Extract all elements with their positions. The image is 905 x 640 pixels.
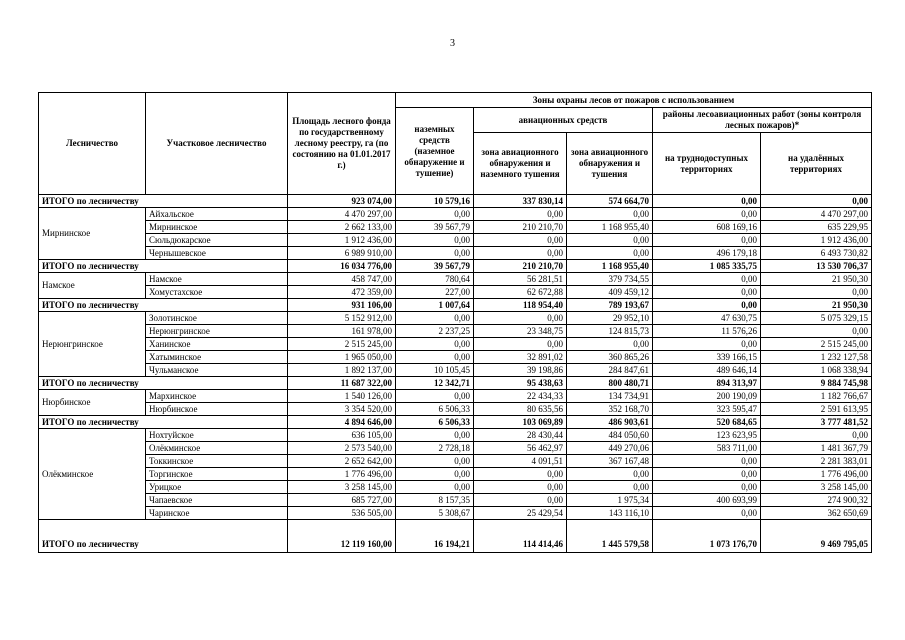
value-cell: 489 646,14 bbox=[653, 364, 761, 377]
value-cell: 0,00 bbox=[396, 390, 474, 403]
value-cell: 496 179,18 bbox=[653, 247, 761, 260]
total-value: 0,00 bbox=[653, 299, 761, 312]
value-cell: 1 892 137,00 bbox=[288, 364, 396, 377]
value-cell: 0,00 bbox=[653, 468, 761, 481]
value-cell: 0,00 bbox=[567, 481, 653, 494]
table-row bbox=[39, 481, 872, 494]
district-name: Золотинское bbox=[146, 312, 288, 325]
value-cell: 0,00 bbox=[567, 338, 653, 351]
table-row bbox=[39, 364, 872, 377]
value-cell: 2 591 613,95 bbox=[761, 403, 872, 416]
total-value: 13 530 706,37 bbox=[761, 260, 872, 273]
table-row bbox=[39, 455, 872, 468]
total-row bbox=[39, 195, 872, 208]
total-value: 800 480,71 bbox=[567, 377, 653, 390]
total-row bbox=[39, 377, 872, 390]
district-name: Намское bbox=[146, 273, 288, 286]
total-row bbox=[39, 416, 872, 429]
value-cell: 0,00 bbox=[474, 494, 567, 507]
value-cell: 0,00 bbox=[396, 234, 474, 247]
value-cell: 25 429,54 bbox=[474, 507, 567, 520]
total-value: 520 684,65 bbox=[653, 416, 761, 429]
value-cell: 62 672,88 bbox=[474, 286, 567, 299]
value-cell: 80 635,56 bbox=[474, 403, 567, 416]
value-cell: 367 167,48 bbox=[567, 455, 653, 468]
value-cell: 2 281 383,01 bbox=[761, 455, 872, 468]
district-name: Мархинское bbox=[146, 390, 288, 403]
value-cell: 2 237,25 bbox=[396, 325, 474, 338]
header-row-1 bbox=[39, 93, 872, 108]
total-value: 1 007,64 bbox=[396, 299, 474, 312]
total-value: 1 168 955,40 bbox=[567, 260, 653, 273]
total-row bbox=[39, 299, 872, 312]
total-value: 1 445 579,58 bbox=[567, 520, 653, 553]
total-value: 574 664,70 bbox=[567, 195, 653, 208]
total-value: 9 469 795,05 bbox=[761, 520, 872, 553]
value-cell: 484 050,60 bbox=[567, 429, 653, 442]
district-name: Олёкминское bbox=[146, 442, 288, 455]
district-name: Чаринское bbox=[146, 507, 288, 520]
value-cell: 4 470 297,00 bbox=[761, 208, 872, 221]
total-label: ИТОГО по лесничеству bbox=[39, 299, 288, 312]
total-value: 923 074,00 bbox=[288, 195, 396, 208]
value-cell: 3 354 520,00 bbox=[288, 403, 396, 416]
district-name: Ханинское bbox=[146, 338, 288, 351]
value-cell: 608 169,16 bbox=[653, 221, 761, 234]
value-cell: 1 540 126,00 bbox=[288, 390, 396, 403]
value-cell: 0,00 bbox=[567, 247, 653, 260]
value-cell: 0,00 bbox=[396, 468, 474, 481]
value-cell: 0,00 bbox=[396, 429, 474, 442]
value-cell: 4 470 297,00 bbox=[288, 208, 396, 221]
table-row bbox=[39, 403, 872, 416]
value-cell: 0,00 bbox=[567, 234, 653, 247]
value-cell: 1 068 338,94 bbox=[761, 364, 872, 377]
table-row bbox=[39, 338, 872, 351]
header-ground: наземных средств (наземное обнаружение и тушение) bbox=[396, 108, 474, 195]
district-name: Сюльдюкарское bbox=[146, 234, 288, 247]
value-cell: 1 232 127,58 bbox=[761, 351, 872, 364]
total-value: 1 073 176,70 bbox=[653, 520, 761, 553]
value-cell: 1 776 496,00 bbox=[288, 468, 396, 481]
value-cell: 5 308,67 bbox=[396, 507, 474, 520]
total-label: ИТОГО по лесничеству bbox=[39, 377, 288, 390]
value-cell: 0,00 bbox=[567, 468, 653, 481]
total-value: 95 438,63 bbox=[474, 377, 567, 390]
value-cell: 0,00 bbox=[396, 351, 474, 364]
value-cell: 47 630,75 bbox=[653, 312, 761, 325]
header-zones: Зоны охраны лесов от пожаров с использованием bbox=[396, 93, 872, 108]
header-area: Площадь лесного фонда по государственному лесному реестру, га (по состоянию на 01.01.2017 г.) bbox=[288, 93, 396, 195]
value-cell: 0,00 bbox=[653, 286, 761, 299]
total-value: 4 894 646,00 bbox=[288, 416, 396, 429]
header-aviation: авиационных средств bbox=[474, 108, 653, 133]
value-cell: 635 229,95 bbox=[761, 221, 872, 234]
total-value: 103 069,89 bbox=[474, 416, 567, 429]
value-cell: 1 912 436,00 bbox=[761, 234, 872, 247]
district-name: Нохтуйское bbox=[146, 429, 288, 442]
value-cell: 124 815,73 bbox=[567, 325, 653, 338]
value-cell: 227,00 bbox=[396, 286, 474, 299]
value-cell: 2 515 245,00 bbox=[288, 338, 396, 351]
value-cell: 0,00 bbox=[396, 312, 474, 325]
table-body bbox=[39, 195, 872, 553]
forest-name: Нерюнгринское bbox=[39, 312, 146, 377]
value-cell: 210 210,70 bbox=[474, 221, 567, 234]
value-cell: 685 727,00 bbox=[288, 494, 396, 507]
district-name: Нюрбинское bbox=[146, 403, 288, 416]
table-row bbox=[39, 468, 872, 481]
value-cell: 21 950,30 bbox=[761, 273, 872, 286]
table-row bbox=[39, 494, 872, 507]
value-cell: 29 952,10 bbox=[567, 312, 653, 325]
value-cell: 10 105,45 bbox=[396, 364, 474, 377]
value-cell: 6 989 910,00 bbox=[288, 247, 396, 260]
total-value: 337 830,14 bbox=[474, 195, 567, 208]
value-cell: 1 481 367,79 bbox=[761, 442, 872, 455]
value-cell: 2 573 540,00 bbox=[288, 442, 396, 455]
value-cell: 4 091,51 bbox=[474, 455, 567, 468]
header-control: районы лесоавиационных работ (зоны контроля лесных пожаров)* bbox=[653, 108, 872, 133]
value-cell: 379 734,55 bbox=[567, 273, 653, 286]
total-row bbox=[39, 520, 872, 553]
value-cell: 0,00 bbox=[653, 234, 761, 247]
total-value: 3 777 481,52 bbox=[761, 416, 872, 429]
total-value: 39 567,79 bbox=[396, 260, 474, 273]
total-value: 12 342,71 bbox=[396, 377, 474, 390]
value-cell: 0,00 bbox=[474, 468, 567, 481]
value-cell: 0,00 bbox=[396, 247, 474, 260]
total-value: 6 506,33 bbox=[396, 416, 474, 429]
table-row bbox=[39, 273, 872, 286]
total-label: ИТОГО по лесничеству bbox=[39, 416, 288, 429]
value-cell: 39 567,79 bbox=[396, 221, 474, 234]
value-cell: 200 190,09 bbox=[653, 390, 761, 403]
total-label: ИТОГО по лесничеству bbox=[39, 195, 288, 208]
table-row bbox=[39, 507, 872, 520]
value-cell: 352 168,70 bbox=[567, 403, 653, 416]
value-cell: 6 493 730,82 bbox=[761, 247, 872, 260]
value-cell: 0,00 bbox=[474, 234, 567, 247]
value-cell: 449 270,06 bbox=[567, 442, 653, 455]
district-name: Чульманское bbox=[146, 364, 288, 377]
value-cell: 1 912 436,00 bbox=[288, 234, 396, 247]
district-name: Чапаевское bbox=[146, 494, 288, 507]
value-cell: 323 595,47 bbox=[653, 403, 761, 416]
value-cell: 143 116,10 bbox=[567, 507, 653, 520]
value-cell: 23 348,75 bbox=[474, 325, 567, 338]
total-value: 486 903,61 bbox=[567, 416, 653, 429]
total-value: 9 884 745,98 bbox=[761, 377, 872, 390]
value-cell: 5 152 912,00 bbox=[288, 312, 396, 325]
page-number: 3 bbox=[450, 38, 455, 49]
value-cell: 123 623,95 bbox=[653, 429, 761, 442]
table-row bbox=[39, 221, 872, 234]
value-cell: 0,00 bbox=[396, 455, 474, 468]
value-cell: 1 776 496,00 bbox=[761, 468, 872, 481]
table-row bbox=[39, 312, 872, 325]
value-cell: 11 576,26 bbox=[653, 325, 761, 338]
district-name: Чернышевское bbox=[146, 247, 288, 260]
total-value: 210 210,70 bbox=[474, 260, 567, 273]
value-cell: 5 075 329,15 bbox=[761, 312, 872, 325]
value-cell: 1 182 766,67 bbox=[761, 390, 872, 403]
table-row bbox=[39, 325, 872, 338]
value-cell: 1 965 050,00 bbox=[288, 351, 396, 364]
table-row bbox=[39, 208, 872, 221]
value-cell: 161 978,00 bbox=[288, 325, 396, 338]
value-cell: 339 166,15 bbox=[653, 351, 761, 364]
value-cell: 32 891,02 bbox=[474, 351, 567, 364]
forest-protection-table bbox=[38, 92, 872, 553]
value-cell: 0,00 bbox=[653, 455, 761, 468]
value-cell: 274 900,32 bbox=[761, 494, 872, 507]
value-cell: 0,00 bbox=[474, 312, 567, 325]
value-cell: 0,00 bbox=[653, 507, 761, 520]
value-cell: 636 105,00 bbox=[288, 429, 396, 442]
forest-name: Мирнинское bbox=[39, 208, 146, 260]
header-aviation-zone: зона авиационного обнаружения и тушения bbox=[567, 133, 653, 195]
header-hard-access: на труднодоступных территориях bbox=[653, 133, 761, 195]
value-cell: 0,00 bbox=[396, 208, 474, 221]
value-cell: 472 359,00 bbox=[288, 286, 396, 299]
header-remote: на удалённых территориях bbox=[761, 133, 872, 195]
total-value: 118 954,40 bbox=[474, 299, 567, 312]
total-value: 16 034 776,00 bbox=[288, 260, 396, 273]
total-row bbox=[39, 260, 872, 273]
value-cell: 362 650,69 bbox=[761, 507, 872, 520]
total-value: 11 687 322,00 bbox=[288, 377, 396, 390]
forest-name: Олёкминское bbox=[39, 429, 146, 520]
total-value: 114 414,46 bbox=[474, 520, 567, 553]
table-row bbox=[39, 234, 872, 247]
value-cell: 0,00 bbox=[396, 481, 474, 494]
value-cell: 0,00 bbox=[653, 481, 761, 494]
value-cell: 0,00 bbox=[653, 273, 761, 286]
value-cell: 1 168 955,40 bbox=[567, 221, 653, 234]
value-cell: 1 975,34 bbox=[567, 494, 653, 507]
total-value: 894 313,97 bbox=[653, 377, 761, 390]
total-label: ИТОГО по лесничеству bbox=[39, 520, 288, 553]
value-cell: 6 506,33 bbox=[396, 403, 474, 416]
value-cell: 0,00 bbox=[761, 429, 872, 442]
total-value: 931 106,00 bbox=[288, 299, 396, 312]
value-cell: 0,00 bbox=[653, 338, 761, 351]
value-cell: 458 747,00 bbox=[288, 273, 396, 286]
district-name: Нерюнгринское bbox=[146, 325, 288, 338]
value-cell: 2 728,18 bbox=[396, 442, 474, 455]
value-cell: 400 693,99 bbox=[653, 494, 761, 507]
value-cell: 0,00 bbox=[474, 338, 567, 351]
value-cell: 409 459,12 bbox=[567, 286, 653, 299]
value-cell: 0,00 bbox=[474, 481, 567, 494]
table-row bbox=[39, 286, 872, 299]
value-cell: 134 734,91 bbox=[567, 390, 653, 403]
value-cell: 56 281,51 bbox=[474, 273, 567, 286]
table-row bbox=[39, 442, 872, 455]
header-forest: Лесничество bbox=[39, 93, 146, 195]
total-value: 12 119 160,00 bbox=[288, 520, 396, 553]
value-cell: 56 462,97 bbox=[474, 442, 567, 455]
value-cell: 780,64 bbox=[396, 273, 474, 286]
value-cell: 0,00 bbox=[474, 208, 567, 221]
value-cell: 0,00 bbox=[761, 286, 872, 299]
value-cell: 0,00 bbox=[567, 208, 653, 221]
value-cell: 0,00 bbox=[396, 338, 474, 351]
district-name: Торгинское bbox=[146, 468, 288, 481]
value-cell: 8 157,35 bbox=[396, 494, 474, 507]
forest-name: Намское bbox=[39, 273, 146, 299]
value-cell: 39 198,86 bbox=[474, 364, 567, 377]
total-value: 0,00 bbox=[653, 195, 761, 208]
value-cell: 0,00 bbox=[653, 208, 761, 221]
value-cell: 2 515 245,00 bbox=[761, 338, 872, 351]
value-cell: 0,00 bbox=[474, 247, 567, 260]
total-value: 0,00 bbox=[761, 195, 872, 208]
table-row bbox=[39, 247, 872, 260]
table-row bbox=[39, 429, 872, 442]
value-cell: 583 711,00 bbox=[653, 442, 761, 455]
district-name: Хатыминское bbox=[146, 351, 288, 364]
value-cell: 2 652 642,00 bbox=[288, 455, 396, 468]
total-value: 789 193,67 bbox=[567, 299, 653, 312]
value-cell: 22 434,33 bbox=[474, 390, 567, 403]
value-cell: 3 258 145,00 bbox=[288, 481, 396, 494]
total-value: 1 085 335,75 bbox=[653, 260, 761, 273]
value-cell: 0,00 bbox=[761, 325, 872, 338]
district-name: Айхальское bbox=[146, 208, 288, 221]
district-name: Хомустахское bbox=[146, 286, 288, 299]
forest-name: Нюрбинское bbox=[39, 390, 146, 416]
total-label: ИТОГО по лесничеству bbox=[39, 260, 288, 273]
value-cell: 2 662 133,00 bbox=[288, 221, 396, 234]
value-cell: 360 865,26 bbox=[567, 351, 653, 364]
district-name: Урицкое bbox=[146, 481, 288, 494]
district-name: Токкинское bbox=[146, 455, 288, 468]
header-aviation-ground: зона авиационного обнаружения и наземного тушения bbox=[474, 133, 567, 195]
value-cell: 284 847,61 bbox=[567, 364, 653, 377]
total-value: 10 579,16 bbox=[396, 195, 474, 208]
total-value: 21 950,30 bbox=[761, 299, 872, 312]
district-name: Мирнинское bbox=[146, 221, 288, 234]
value-cell: 3 258 145,00 bbox=[761, 481, 872, 494]
total-value: 16 194,21 bbox=[396, 520, 474, 553]
table-row bbox=[39, 351, 872, 364]
table-row bbox=[39, 390, 872, 403]
header-district: Участковое лесничество bbox=[146, 93, 288, 195]
value-cell: 536 505,00 bbox=[288, 507, 396, 520]
value-cell: 28 430,44 bbox=[474, 429, 567, 442]
